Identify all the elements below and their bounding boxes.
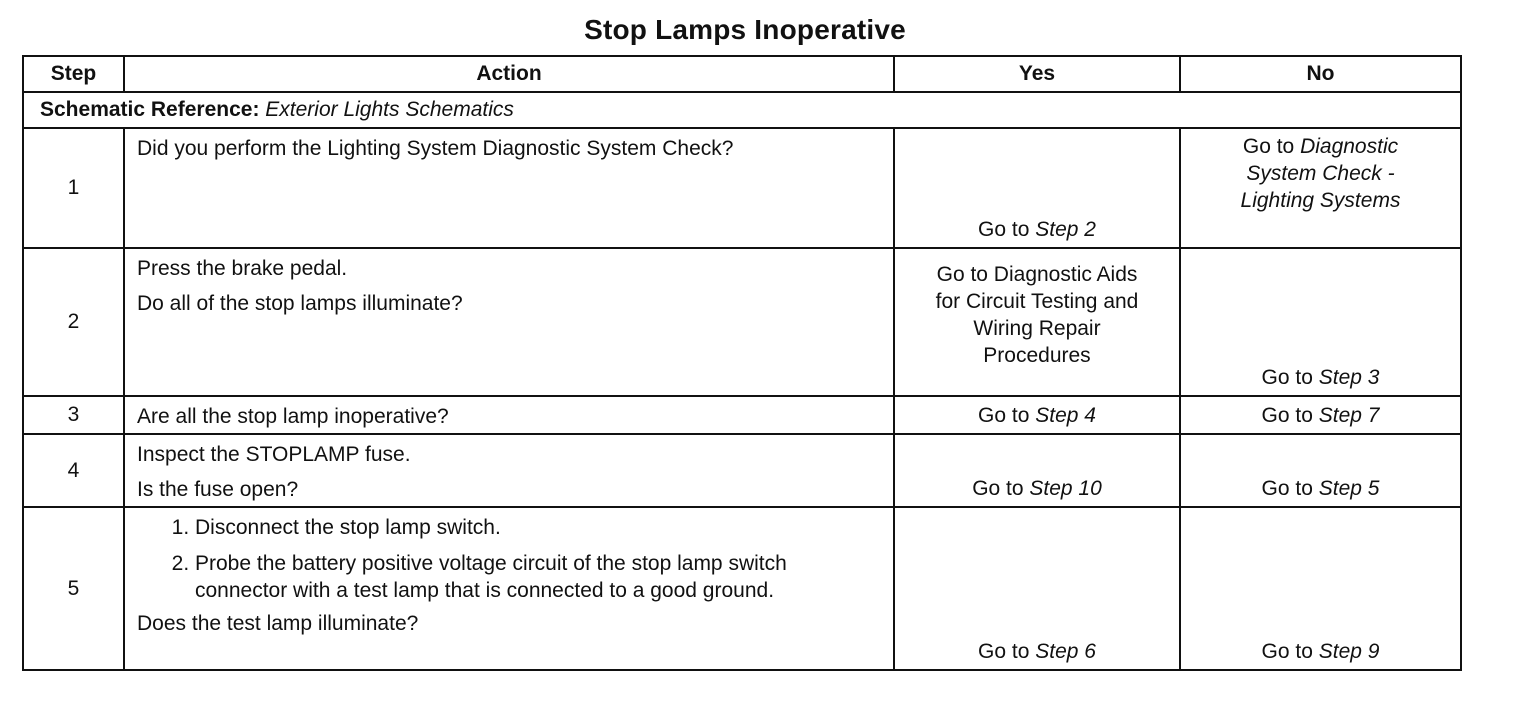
no-link[interactable]: Step 9 (1318, 640, 1380, 663)
step-number: 1 (23, 128, 124, 248)
list-item: 2. Probe the battery positive voltage circuit of the stop lamp switch connector with a test lamp that is connected to a good ground. (195, 550, 883, 604)
yes-link[interactable]: Step 10 (1029, 477, 1102, 500)
no-cell (1180, 507, 1461, 670)
action-cell (124, 434, 894, 507)
header-no: No (1180, 56, 1461, 92)
no-prefix: Go to (1261, 366, 1319, 389)
no-link[interactable]: Step 5 (1318, 477, 1380, 500)
action-text: Inspect the STOPLAMP fuse. (137, 443, 411, 466)
no-prefix: Go to (1261, 477, 1319, 500)
schematic-reference-row (23, 92, 1461, 128)
no-link[interactable]: Step 7 (1318, 403, 1380, 427)
yes-cell (894, 396, 1180, 434)
header-yes: Yes (894, 56, 1180, 92)
header-step: Step (23, 56, 124, 92)
action-text: Are all the stop lamp inoperative? (137, 404, 449, 428)
no-link[interactable]: Step 3 (1318, 366, 1380, 389)
schematic-reference-link[interactable]: Exterior Lights Schematics (265, 98, 514, 121)
action-steps-list (137, 514, 883, 604)
table-row (23, 396, 1461, 434)
schematic-reference-label: Schematic Reference: (40, 98, 260, 121)
table-row (23, 248, 1461, 396)
action-text: Does the test lamp illuminate? (137, 612, 419, 635)
table-row (23, 434, 1461, 507)
diagnostic-table (22, 55, 1462, 671)
action-cell (124, 128, 894, 248)
yes-link[interactable]: Step 6 (1035, 640, 1096, 663)
yes-link[interactable]: Step 2 (1035, 218, 1096, 241)
yes-cell (894, 434, 1180, 507)
yes-cell (894, 248, 1180, 396)
no-prefix: Go to (1261, 640, 1319, 663)
page-title: Stop Lamps Inoperative (584, 14, 906, 45)
step-number: 3 (23, 396, 124, 434)
action-text: Is the fuse open? (137, 478, 299, 501)
no-cell (1180, 434, 1461, 507)
action-text: Did you perform the Lighting System Diagnostic System Check? (137, 137, 734, 160)
yes-prefix: Go to (972, 477, 1030, 500)
schematic-reference (23, 92, 1461, 128)
yes-link[interactable]: Go to Diagnostic Aids for Circuit Testing and Wiring Repair Procedures (935, 263, 1139, 367)
step-number: 4 (23, 434, 124, 507)
no-prefix: Go to (1261, 403, 1319, 427)
no-cell (1180, 396, 1461, 434)
yes-cell (894, 128, 1180, 248)
yes-cell (894, 507, 1180, 670)
yes-prefix: Go to (978, 640, 1036, 663)
table-row (23, 507, 1461, 670)
action-cell (124, 248, 894, 396)
yes-link[interactable]: Step 4 (1035, 403, 1096, 427)
no-cell (1180, 248, 1461, 396)
no-prefix: Go to (1242, 135, 1301, 158)
no-link[interactable]: Diagnostic System Check - Lighting Systems (1240, 135, 1401, 212)
action-cell (124, 507, 894, 670)
table-row (23, 128, 1461, 248)
action-text: Press the brake pedal. (137, 257, 348, 280)
step-number: 2 (23, 248, 124, 396)
action-cell (124, 396, 894, 434)
yes-prefix: Go to (978, 403, 1036, 427)
step-number: 5 (23, 507, 124, 670)
table-header-row (23, 56, 1461, 92)
header-action: Action (124, 56, 894, 92)
no-cell (1180, 128, 1461, 248)
list-item: 1. Disconnect the stop lamp switch. (195, 514, 883, 541)
yes-prefix: Go to (978, 218, 1036, 241)
action-text: Do all of the stop lamps illuminate? (137, 292, 463, 315)
